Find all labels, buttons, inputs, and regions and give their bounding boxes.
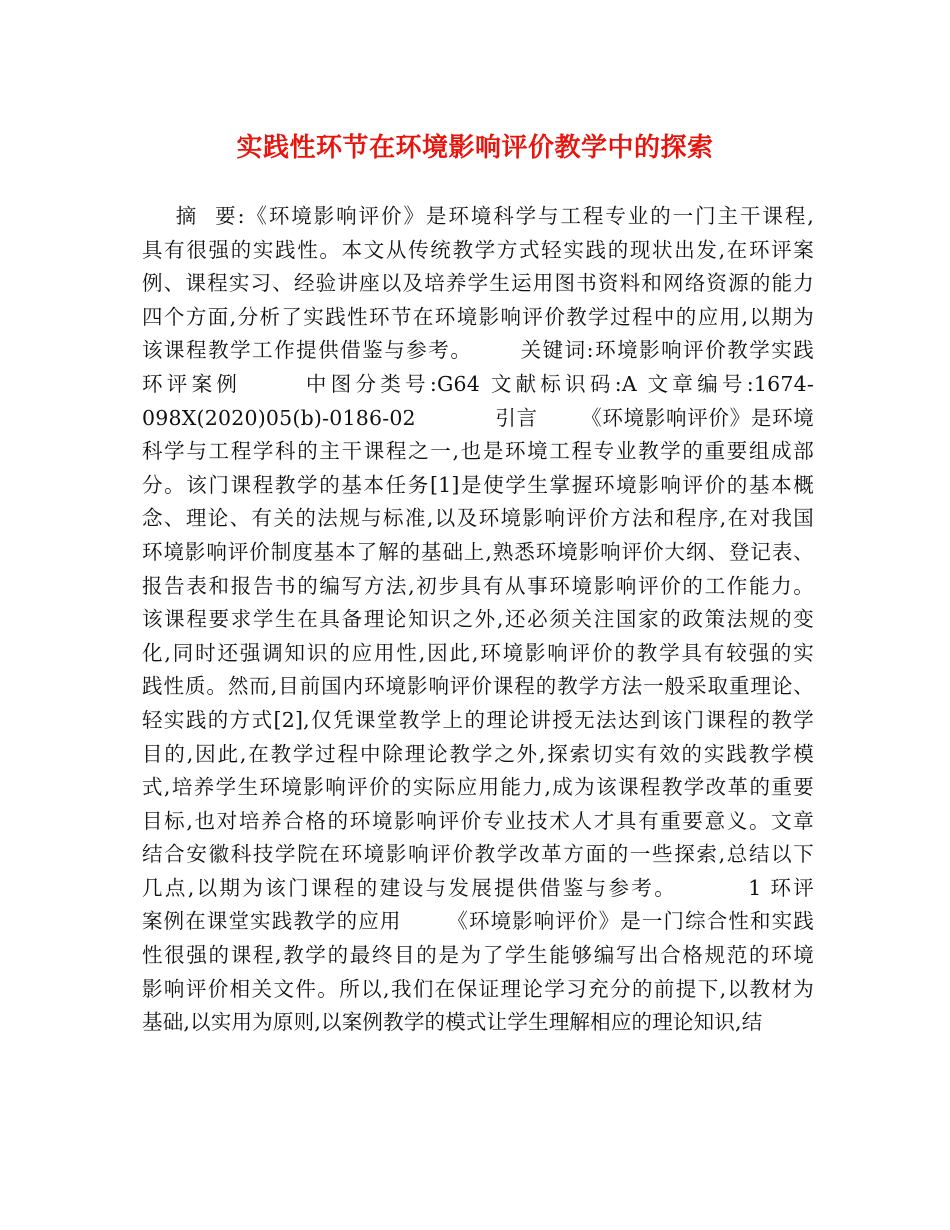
body-line: 基础,以实用为原则,以案例教学的模式让学生理解相应的理论知识,结 (142, 1010, 763, 1035)
body-line: 目的,因此,在教学过程中除理论教学之外,探索切实有效的实践教学模 (142, 741, 814, 766)
body-line: 例、课程实习、经验讲座以及培养学生运用图书资料和网络资源的能力 (142, 271, 814, 296)
body-line: 目标,也对培养合格的环境影响评价专业技术人才具有重要意义。文章 (142, 808, 814, 833)
body-line: 环境影响评价制度基本了解的基础上,熟悉环境影响评价大纲、登记表、 (142, 539, 814, 564)
body-line: 化,同时还强调知识的应用性,因此,环境影响评价的教学具有较强的实 (142, 640, 814, 665)
body-line: 念、理论、有关的法规与标准,以及环境影响评价方法和程序,在对我国 (142, 506, 814, 531)
document-title: 实践性环节在环境影响评价教学中的探索 (236, 133, 714, 163)
body-line: 案例在课堂实践教学的应用 《环境影响评价》是一门综合性和实践 (142, 909, 814, 934)
body-line: 报告表和报告书的编写方法,初步具有从事环境影响评价的工作能力。 (142, 573, 814, 598)
body-line: 践性质。然而,目前国内环境影响评价课程的教学方法一般采取重理论、 (142, 674, 814, 699)
body-line: 分。该门课程教学的基本任务[1]是使学生掌握环境影响评价的基本概 (142, 472, 814, 497)
body-line: 该课程教学工作提供借鉴与参考。 关键词:环境影响评价教学实践 (142, 338, 814, 363)
document-body (142, 200, 814, 1040)
body-line: 科学与工程学科的主干课程之一,也是环境工程专业教学的重要组成部 (142, 439, 814, 464)
body-line: 轻实践的方式[2],仅凭课堂教学上的理论讲授无法达到该门课程的教学 (142, 707, 814, 732)
body-line: 该课程要求学生在具备理论知识之外,还必须关注国家的政策法规的变 (142, 607, 814, 632)
body-line: 具有很强的实践性。本文从传统教学方式轻实践的现状出发,在环评案 (142, 237, 814, 262)
body-line: 几点,以期为该门课程的建设与发展提供借鉴与参考。 1 环评 (142, 875, 814, 900)
body-line: 摘 要:《环境影响评价》是环境科学与工程专业的一门主干课程, (142, 204, 814, 228)
body-line: 098X(2020)05(b)-0186-02 引言 《环境影响评价》是环境 (142, 405, 814, 430)
body-line: 性很强的课程,教学的最终目的是为了学生能够编写出合格规范的环境 (142, 943, 814, 968)
body-line: 环评案例 中图分类号:G64 文献标识码:A 文章编号:1674- (142, 371, 814, 396)
body-line: 式,培养学生环境影响评价的实际应用能力,成为该课程教学改革的重要 (142, 775, 814, 800)
body-line: 结合安徽科技学院在环境影响评价教学改革方面的一些探索,总结以下 (142, 842, 814, 867)
body-line: 影响评价相关文件。所以,我们在保证理论学习充分的前提下,以教材为 (142, 976, 814, 1001)
body-line: 四个方面,分析了实践性环节在环境影响评价教学过程中的应用,以期为 (142, 304, 814, 329)
